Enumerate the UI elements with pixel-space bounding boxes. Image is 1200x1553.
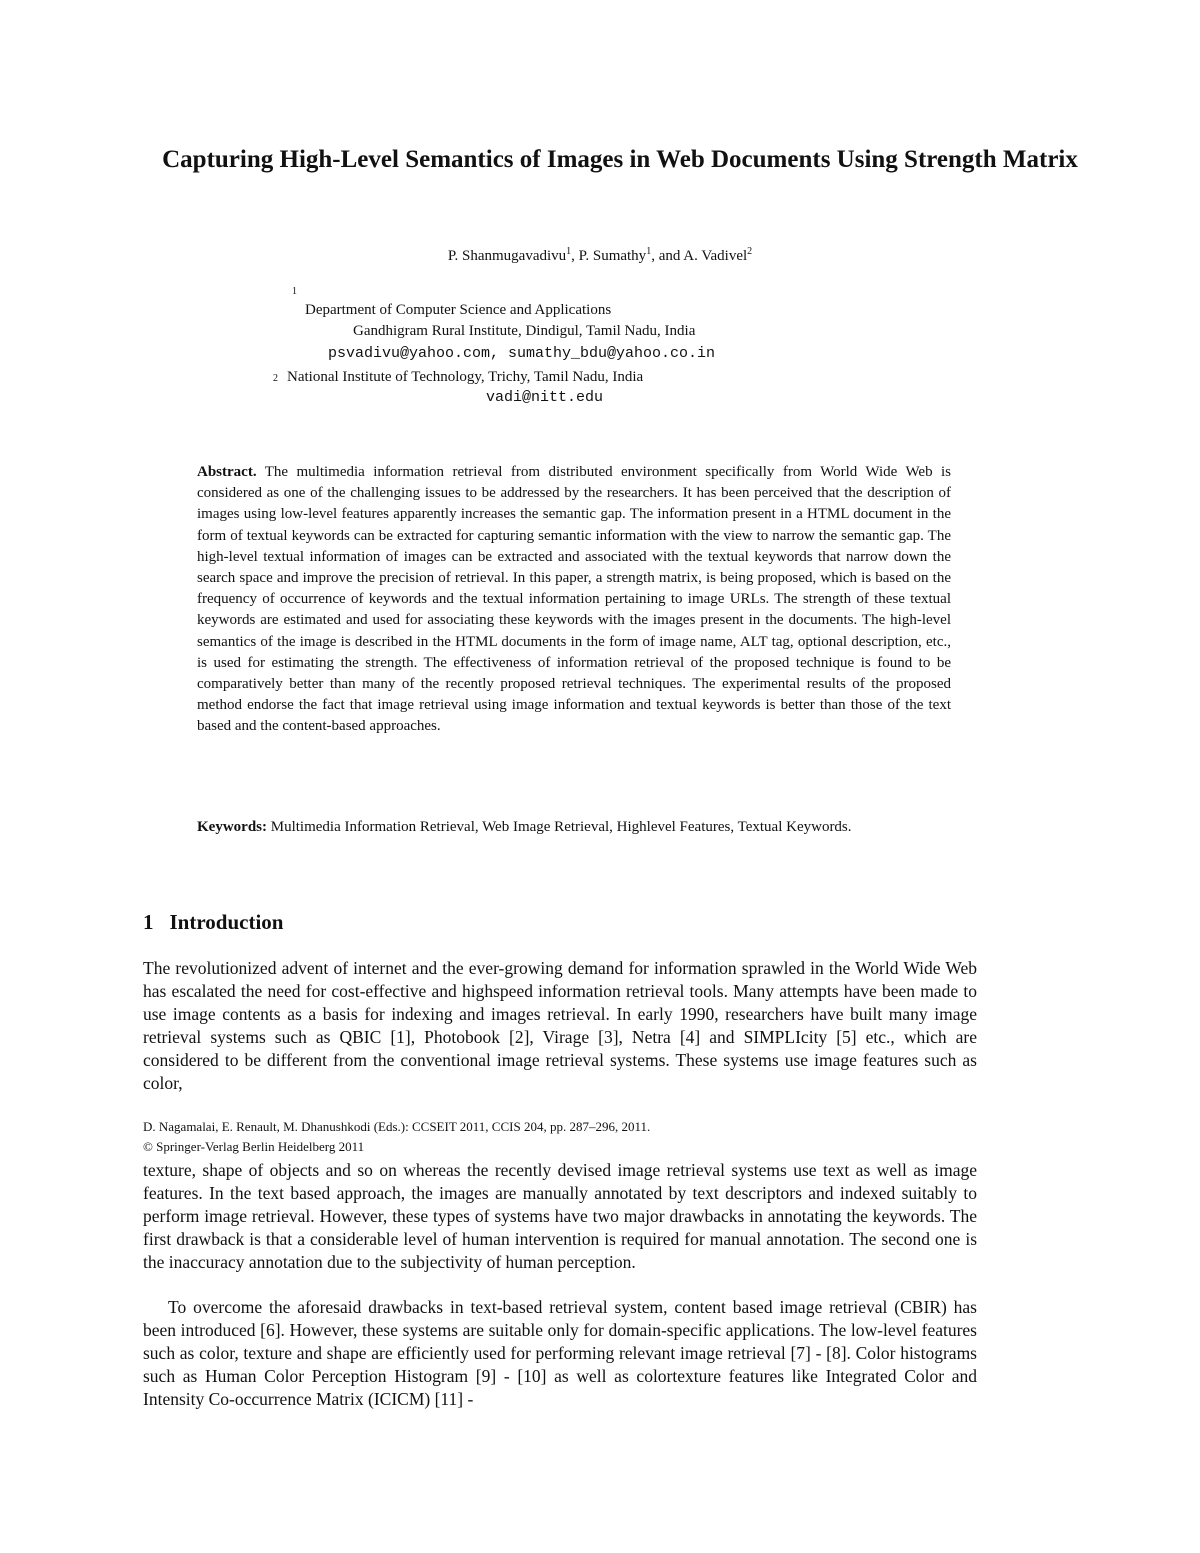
body-paragraph: The revolutionized advent of internet and the ever-growing demand for information sprawled in the World Wide Web has escalated the need for cost-effective and highspeed information retrieval tools. Many attempts have been made to use image contents as a basis for indexing and images retrieval. In early 1990, researchers have built many image retrieval systems such as QBIC [1], Photobook [2], Virage [3], Netra [4] and SIMPLIcity [5] etc., which are considered to be different from the conventional image retrieval systems. These systems use image features such as color, — [143, 958, 977, 1093]
author-list — [0, 246, 1200, 265]
affiliation-department: Department of Computer Science and Applications — [305, 302, 612, 318]
abstract-text: The multimedia information retrieval from distributed environment specifically from World Wide Web is considered as one of the challenging issues to be addressed by the researchers. It has been perceived that the description of images using low-level features apparently increases the semantic gap. The information present in a HTML document in the form of textual keywords can be extracted for capturing semantic information with the view to narrow the semantic gap. The high-level textual information of images can be extracted and associated with the textual keywords that narrow down the search space and improve the precision of retrieval. In this paper, a strength matrix, is being proposed, which is based on the frequency of occurrence of keywords and the textual information pertaining to image URLs. The strength of these textual keywords are estimated and used for associating these keywords with the images present in the documents. The high-level semantics of the image is described in the HTML documents in the form of image name, ALT tag, optional description, etc., is used for estimating the strength. The effectiveness of information retrieval of the proposed technique is found to be comparatively better than many of the recently proposed retrieval techniques. The experimental results of the proposed method endorse the fact that image retrieval using image information and textual keywords is better than those of the text based and the content-based approaches. — [197, 464, 951, 735]
author-affiliation-marker: 2 — [747, 246, 753, 257]
abstract-label: Abstract. — [197, 464, 257, 480]
footer-note — [143, 1117, 650, 1157]
body-paragraph: texture, shape of objects and so on whereas the recently devised image retrieval systems use text as well as image features. In the text based approach, the images are manually annotated by text descriptors and indexed suitably to perform image retrieval. However, these types of systems have two major drawbacks in annotating the keywords. The first drawback is that a considerable level of human intervention is required for manual annotation. The second one is the inaccuracy annotation due to the subjectivity of human perception. — [143, 1160, 977, 1272]
author-separator: , — [571, 248, 579, 264]
footer-citation: D. Nagamalai, E. Renault, M. Dhanushkodi (Eds.): CCSEIT 2011, CCIS 204, pp. 287–296, 2011. — [143, 1119, 651, 1134]
keywords — [197, 817, 951, 838]
affiliation-marker: 2 — [273, 373, 278, 384]
section-title: Introduction — [169, 910, 284, 934]
affiliation-emails: psvadivu@yahoo.com, sumathy_bdu@yahoo.co.in — [328, 345, 716, 362]
paper-title: Capturing High-Level Semantics of Images in Web Documents Using Strength Matrix — [162, 146, 1078, 173]
author-name: A. Vadivel — [683, 248, 748, 264]
body-paragraph: To overcome the aforesaid drawbacks in text-based retrieval system, content based image retrieval (CBIR) has been introduced [6]. However, these systems are suitable only for domain-specific applications. The low-level features such as color, texture and shape are efficiently used for performing relevant image retrieval [7] - [8]. Color histograms such as Human Color Perception Histogram [9] - [10] as well as colortexture features like Integrated Color and Intensity Co-occurrence Matrix (ICICM) [11] - — [143, 1297, 977, 1409]
keywords-text: Multimedia Information Retrieval, Web Image Retrieval, Highlevel Features, Textual Keywords. — [270, 819, 852, 835]
affiliation-institute: National Institute of Technology, Trichy, Tamil Nadu, India — [287, 369, 644, 385]
section-number: 1 — [143, 910, 154, 934]
affiliation-institute: Gandhigram Rural Institute, Dindigul, Tamil Nadu, India — [353, 323, 696, 339]
author-affiliation-marker: 1 — [646, 246, 652, 257]
section-heading — [143, 910, 283, 935]
author-separator: , and — [651, 248, 684, 264]
author-name: P. Sumathy — [578, 248, 647, 264]
abstract — [197, 462, 951, 738]
keywords-label: Keywords: — [197, 819, 267, 835]
affiliation-email: vadi@nitt.edu — [486, 389, 604, 406]
affiliation-marker: 1 — [292, 286, 297, 297]
footer-copyright: © Springer-Verlag Berlin Heidelberg 2011 — [143, 1139, 365, 1154]
author-affiliation-marker: 1 — [566, 246, 572, 257]
author-name: P. Shanmugavadivu — [447, 248, 567, 264]
